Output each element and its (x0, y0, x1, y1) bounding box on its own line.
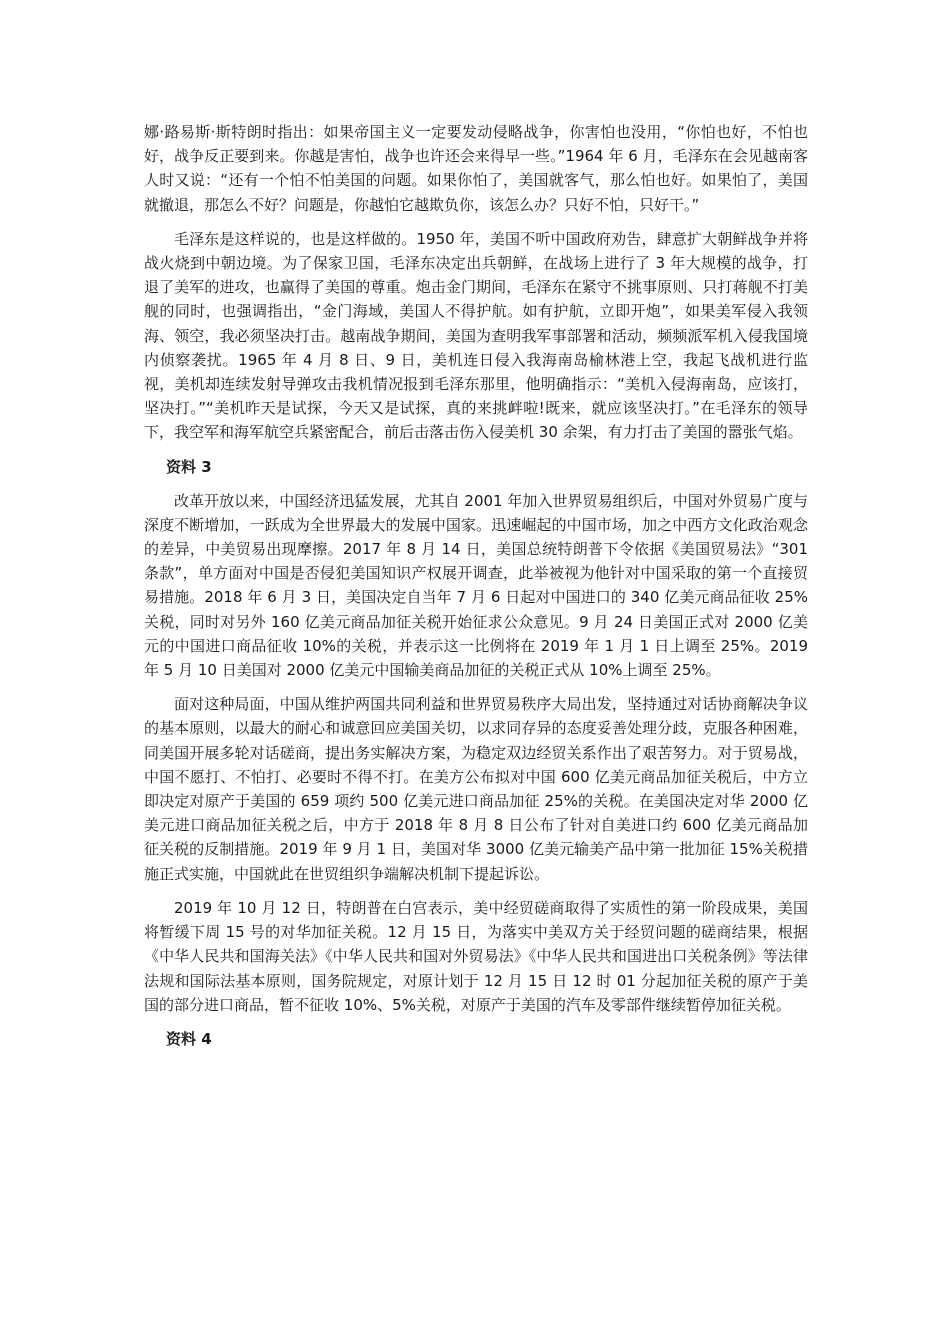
section-heading-3: 资料 3 (166, 457, 212, 476)
paragraph-2: 毛泽东是这样说的，也是这样做的。1950 年，美国不听中国政府劝告，肆意扩大朝鲜战争并将战火烧到中朝边境。为了保家卫国，毛泽东决定出兵朝鲜，在战场上进行了 3 年大规模的战争，打退了美军的进攻，也赢得了美国的尊重。炮击金门期间，毛泽东在紧守不挑事原则、只打蒋舰不打美舰的同时，也强调指出，“金门海域，美国人不得护航。如有护航，立即开炮”，如果美军侵入我领海、领空，我必须坚决打击。越南战争期间，美国为查明我军事部署和活动，频频派军机入侵我国境内侦察袭扰。1965 年 4 月 8 日、9 日，美机连日侵入我海南岛榆林港上空，我起飞战机进行监视，美机却连续发射导弹攻击我机情况报到毛泽东那里，他明确指示：“美机入侵海南岛，应该打，坚决打。”“美机昨天是试探，今天又是试探，真的来挑衅啦!既来，就应该坚决打。”在毛泽东的领导下，我空军和海军航空兵紧密配合，前后击落击伤入侵美机 30 余架，有力打击了美国的嚣张气焰。 (144, 229, 808, 442)
document-page (144, 120, 808, 1061)
paragraph-4: 面对这种局面，中国从维护两国共同利益和世界贸易秩序大局出发，坚持通过对话协商解决争议的基本原则，以最大的耐心和诚意回应美国关切，以求同存异的态度妥善处理分歧，克服各种困难，同美国开展多轮对话磋商，提出务实解决方案，为稳定双边经贸关系作出了艰苦努力。对于贸易战，中国不愿打、不怕打、必要时不得不打。在美方公布拟对中国 600 亿美元商品加征关税后，中方立即决定对原产于美国的 659 项约 500 亿美元进口商品加征 25%的关税。在美国决定对华 2000 亿美元进口商品加征关税之后，中方于 2018 年 8 月 8 日公布了针对自美进口约 600 亿美元商品加征关税的反制措施。2019 年 9 月 1 日，美国对华 3000 亿美元输美产品中第一批加征 15%关税措施正式实施，中国就此在世贸组织争端解决机制下提起诉讼。 (144, 695, 808, 883)
section-heading-4: 资料 4 (166, 1029, 212, 1048)
paragraph-1: 娜·路易斯·斯特朗时指出：如果帝国主义一定要发动侵略战争，你害怕也没用，“你怕也好，不怕也好，战争反正要到来。你越是害怕，战争也许还会来得早一些。”1964 年 6 月，毛泽东在会见越南客人时又说：“还有一个怕不怕美国的问题。如果你怕了，美国就客气，那么怕也好。如果怕了，美国就撤退，那怎么不好？问题是，你越怕它越欺负你，该怎么办？只好不怕，只好干。” (144, 123, 808, 214)
paragraph-5: 2019 年 10 月 12 日，特朗普在白宫表示，美中经贸磋商取得了实质性的第一阶段成果，美国将暂缓下周 15 号的对华加征关税。12 月 15 日，为落实中美双方关于经贸问题的磋商结果，根据《中华人民共和国海关法》《中华人民共和国对外贸易法》《中华人民共和国进出口关税条例》等法律法规和国际法基本原则，国务院规定，对原计划于 12 月 15 日 12 时 01 分起加征关税的原产于美国的部分进口商品，暂不征收 10%、5%关税，对原产于美国的汽车及零部件继续暂停加征关税。 (144, 898, 808, 1014)
paragraph-3: 改革开放以来，中国经济迅猛发展，尤其自 2001 年加入世界贸易组织后，中国对外贸易广度与深度不断增加，一跃成为全世界最大的发展中国家。迅速崛起的中国市场，加之中西方文化政治观念的差异，中美贸易出现摩擦。2017 年 8 月 14 日，美国总统特朗普下令依据《美国贸易法》“301 条款”，单方面对中国是否侵犯美国知识产权展开调查，此举被视为他针对中国采取的第一个直接贸易措施。2018 年 6 月 3 日，美国决定自当年 7 月 6 日起对中国进口的 340 亿美元商品征收 25%关税，同时对另外 160 亿美元商品加征关税开始征求公众意见。9 月 24 日美国正式对 2000 亿美元的中国进口商品征收 10%的关税，并表示这一比例将在 2019 年 1 月 1 日上调至 25%。2019 年 5 月 10 日美国对 2000 亿美元中国输美商品加征的关税正式从 10%上调至 25%。 (144, 491, 808, 680)
